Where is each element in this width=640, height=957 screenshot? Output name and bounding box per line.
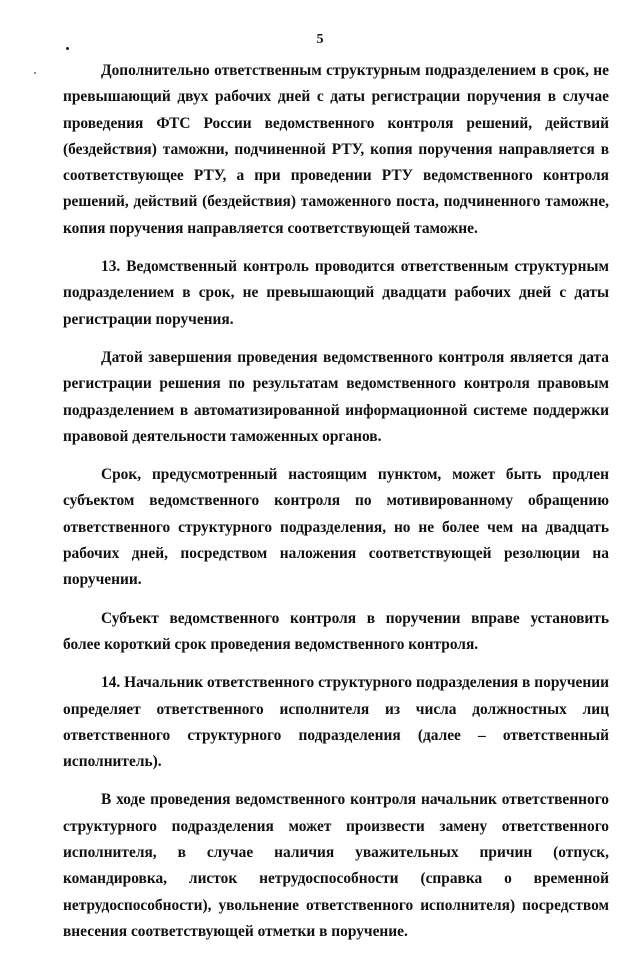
document-body — [63, 58, 609, 957]
page-number: 5 — [316, 32, 324, 47]
paragraph-13-control-term: 13. Ведомственный контроль проводится ответственным структурным подразделением в срок, не превышающий двадцати рабочих дней с даты регистрации поручения. — [63, 258, 609, 328]
scan-speck — [66, 47, 69, 50]
paragraph-14-responsible-executor: 14. Начальник ответственного структурного подразделения в поручении определяет ответственного исполнителя из числа должностных лиц ответственного структурного подразделения (далее – ответственный исполнитель). — [63, 674, 609, 771]
paragraph-shorter-term: Субъект ведомственного контроля в поручении вправе установить более короткий срок проведения ведомственного контроля. — [63, 609, 609, 653]
paragraph-term-extension: Срок, предусмотренный настоящим пунктом, может быть продлен субъектом ведомственного контроля по мотивированному обращению ответственного структурного подразделения, но не более чем на двадцать рабочих дней, посредством наложения соответствующей резолюции на поручении. — [63, 466, 609, 589]
paragraph-executor-replacement: В ходе проведения ведомственного контроля начальник ответственного структурного подразделения может произвести замену ответственного исполнителя, в случае наличия уважительных причин (отпуск, командировка, листок нетрудоспособности (справка о временной нетрудоспособности), увольнение ответственного исполнителя) посредством внесения соответствующей отметки в поручение. — [63, 791, 609, 940]
paragraph-completion-date: Датой завершения проведения ведомственного контроля является дата регистрации решения по результатам ведомственного контроля правовым подразделением в автоматизированной информационной системе поддержки правовой деятельности таможенных органов. — [63, 348, 609, 445]
scan-speck — [34, 72, 36, 74]
paragraph-copy-distribution: Дополнительно ответственным структурным подразделением в срок, не превышающий двух рабочих дней с даты регистрации поручения в случае проведения ФТС России ведомственного контроля решений, действий (бездействия) таможни, подчиненной РТУ, копия поручения направляется в соответствующее РТУ, а при проведении РТУ ведомственного контроля решений, действий (бездействия) таможенного поста, подчиненного таможне, копия поручения направляется соответствующей таможне. — [63, 62, 609, 237]
